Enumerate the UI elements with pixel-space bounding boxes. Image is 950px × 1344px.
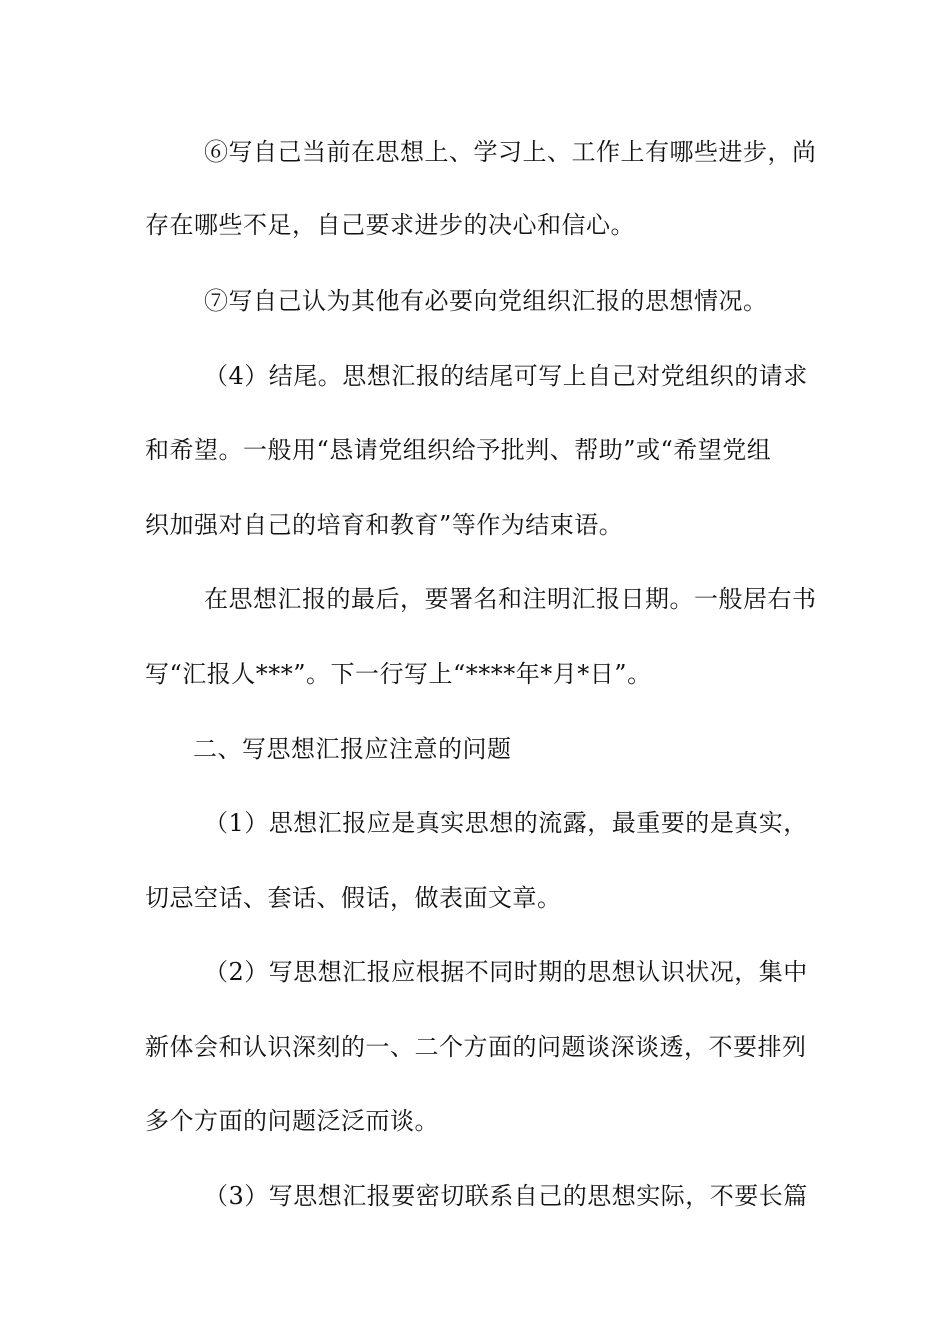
paragraph-line: （2）写思想汇报应根据不同时期的思想认识状况，集中 [204, 958, 808, 986]
paragraph-line: 新体会和认识深刻的一、二个方面的问题谈深谈透，不要排列 [145, 1033, 807, 1061]
paragraph-line: 切忌空话、套话、假话，做表面文章。 [145, 884, 562, 912]
paragraph-line: 在思想汇报的最后，要署名和注明汇报日期。一般居右书 [204, 585, 817, 613]
paragraph-line: （1）思想汇报应是真实思想的流露，最重要的是真实， [204, 809, 808, 837]
paragraph-line: 多个方面的问题泛泛而谈。 [145, 1107, 439, 1135]
paragraph-line: （3）写思想汇报要密切联系自己的思想实际，不要长篇 [204, 1182, 808, 1210]
paragraph-line: 和希望。一般用“恳请党组织给予批判、帮助”或“希望党组 [145, 436, 772, 464]
paragraph-line: 存在哪些不足，自己要求进步的决心和信心。 [145, 211, 635, 239]
section-heading: 二、写思想汇报应注意的问题 [193, 735, 512, 763]
paragraph-line: （4）结尾。思想汇报的结尾可写上自己对党组织的请求 [204, 362, 808, 390]
paragraph-line: ⑥写自己当前在思想上、学习上、工作上有哪些进步，尚 [204, 138, 817, 166]
paragraph-line: ⑦写自己认为其他有必要向党组织汇报的思想情况。 [204, 287, 768, 315]
paragraph-line: 织加强对自己的培育和教育”等作为结束语。 [145, 511, 624, 539]
paragraph-line: 写“汇报人***”。下一行写上“****年*月*日”。 [145, 660, 652, 688]
